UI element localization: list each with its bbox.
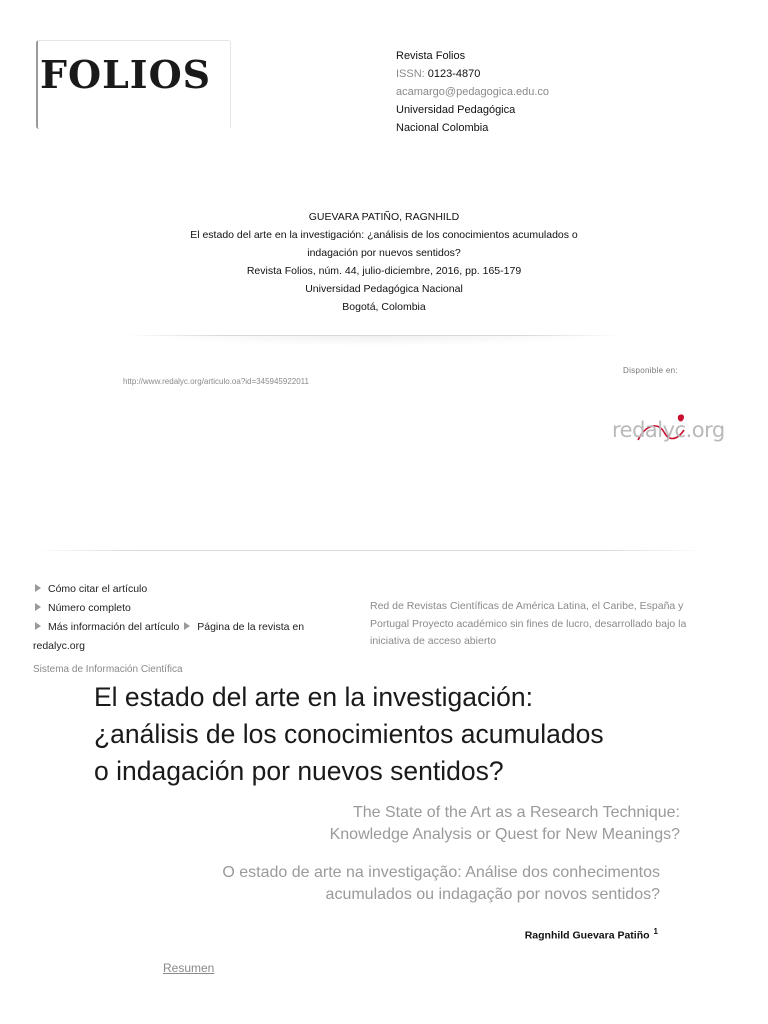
system-label: Sistema de Información Científica <box>33 664 183 675</box>
title-es-line-1: El estado del arte en la investigación: <box>94 682 533 712</box>
citation-title-line-2: indagación por nuevos sentidos? <box>307 247 461 259</box>
title-es-line-3: o indagación por nuevos sentidos? <box>94 756 504 786</box>
bullet-triangle-icon <box>35 584 41 592</box>
author-name: Ragnhild Guevara Patiño <box>524 929 650 942</box>
bullet-triangle-icon <box>35 622 41 630</box>
article-author <box>480 927 658 942</box>
author-footnote[interactable]: 1 <box>653 927 658 936</box>
citation-author: GUEVARA PATIÑO, RAGNHILD <box>308 211 460 223</box>
article-url[interactable]: http://www.redalyc.org/articulo.oa?id=345945922011 <box>123 377 309 386</box>
available-at-label: Disponible en: <box>623 366 678 375</box>
redalyc-logo[interactable] <box>612 410 725 446</box>
title-pt-line-2: acumulados ou indagação por novos sentidos? <box>325 886 660 903</box>
bullet-triangle-icon <box>184 622 190 630</box>
issn-line <box>396 65 549 83</box>
issn-label: ISSN: <box>396 68 425 80</box>
citation-institution: Universidad Pedagógica Nacional <box>305 283 463 295</box>
bullet-triangle-icon <box>35 603 41 611</box>
journal-logo: FOLIOS <box>40 52 212 97</box>
university-line-1: Universidad Pedagógica <box>396 104 516 116</box>
citation-source: Revista Folios, núm. 44, julio-diciembre, 2016, pp. 165-179 <box>246 265 522 277</box>
link-row-cite <box>33 580 353 599</box>
journal-name: Revista Folios <box>396 50 466 62</box>
issn-value: 0123-4870 <box>427 68 481 80</box>
article-links <box>33 580 353 656</box>
title-en-line-2: Knowledge Analysis or Quest for New Meanings? <box>329 826 680 843</box>
redalyc-logo-text: redalyc.org <box>612 418 725 442</box>
journal-page-site-link[interactable]: redalyc.org <box>33 640 85 652</box>
citation-location: Bogotá, Colombia <box>342 301 426 313</box>
more-info-link[interactable]: Más información del artículo <box>48 621 180 633</box>
journal-email[interactable]: acamargo@pedagogica.edu.co <box>396 86 550 98</box>
divider-secondary <box>34 550 704 551</box>
journal-page-link[interactable]: Página de la revista en <box>197 621 305 633</box>
university-line-2: Nacional Colombia <box>396 122 489 134</box>
journal-info <box>396 47 549 137</box>
resumen-link[interactable]: Resumen <box>163 961 215 975</box>
network-description: Red de Revistas Científicas de América Latina, el Caribe, España y Portugal Proyecto académico sin fines de lucro, desarrollado bajo la iniciativa de acceso abierto <box>370 600 687 647</box>
full-issue-link[interactable]: Número completo <box>48 602 131 614</box>
cite-article-link[interactable]: Cómo citar el artículo <box>48 583 148 595</box>
link-row-issue <box>33 599 353 618</box>
title-en-line-1: The State of the Art as a Research Technique: <box>352 804 680 821</box>
link-row-more <box>33 618 353 637</box>
title-pt-line-1: O estado de arte na investigação: Análise dos conhecimentos <box>222 864 660 881</box>
divider-shadow <box>150 336 600 346</box>
article-title-pt <box>150 862 660 906</box>
link-row-site <box>33 637 353 656</box>
article-title-es <box>94 679 694 790</box>
citation-block <box>150 208 618 316</box>
title-es-line-2: ¿análisis de los conocimientos acumulados <box>94 719 604 749</box>
article-title-en <box>230 802 680 846</box>
citation-title-line-1: El estado del arte en la investigación: ¿análisis de los conocimientos acumulados o <box>190 229 578 241</box>
